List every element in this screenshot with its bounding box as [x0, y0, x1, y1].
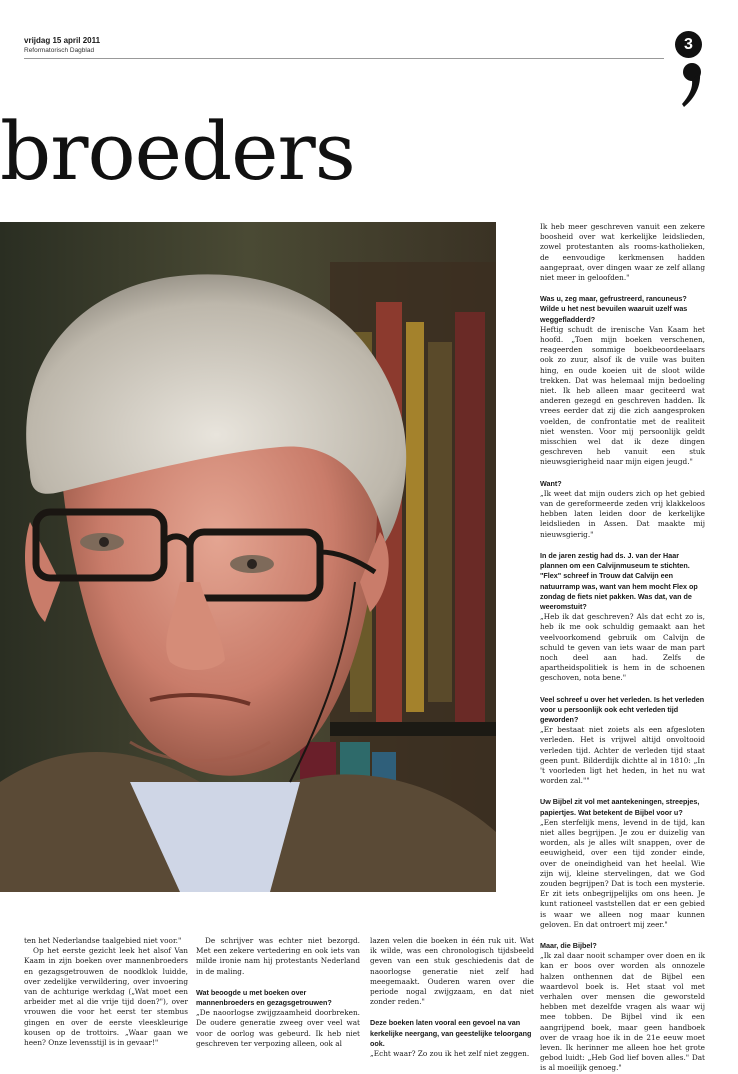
interview-question: Wat beoogde u met boeken over mannenbroeders en gezagsgetrouwen? [196, 987, 332, 1008]
interview-question: Veel schreef u over het verleden. Is het verleden voor u persoonlijk ook echt verleden tijd geworden? [540, 694, 705, 724]
paragraph: Ik heb meer geschreven vanuit een zekere boosheid over wat kerkelijke leidslieden, zowel protestanten als rooms-katholieken, de eenvoudige kerkmensen hadden aangepraat, over dingen waar ze zelf allang niet meer in geloofden." [540, 222, 705, 283]
paragraph: lazen velen die boeken in één ruk uit. Wat ik wilde, was een chronologisch tijdsbeeld geven van een stuk geschiedenis dat de naoorlogse generatie niet zelf had meegemaakt. Ouderen waren over die periode nogal zwijgzaam, en dat niet zonder reden." [370, 936, 534, 1007]
paragraph: Op het eerste gezicht leek het alsof Van Kaam in zijn boeken over mannenbroeders en gezagsgetrouwen de noodklok luidde, over zedelijke verwildering, over invoering van de achturige werkdag („Wat moet een arbeider met al die vrije tijd doen?"), over vrouwen die voor het eerst ter stembus gingen en over de eerste vleeskleurige kousen op de trottoirs. „Waar gaan we heen? Onze levensstijl is in gevaar!" [24, 946, 188, 1048]
interview-answer: „Er bestaat niet zoiets als een afgesloten verleden. Het is vrijwel altijd onvoltooid verleden tijd. Achter de verleden tijd staat geen punt. Bilderdijk dichtte al in 1810: „In 't voorleden ligt het heden, in het nu wat worden zal."" [540, 725, 705, 786]
interview-question: Uw Bijbel zit vol met aantekeningen, streepjes, papiertjes. Wat betekent de Bijbel voor u? [540, 797, 700, 817]
interview-question: In de jaren zestig had ds. J. van der Haar plannen om een Calvijnmuseum te stichten. "Flex" schreef in Trouw dat Calvijn een natuurramp was, want van hem mocht Flex op zondag de fiets niet pakken. Was dat, van de weeromstuit? [540, 550, 698, 611]
interview-answer: „De naoorlogse zwijgzaamheid doorbreken. De oudere generatie zweeg over veel wat voor de oorlog was gebeurd. Ik heb niet geschreven ter verpozing alleen, ook al [196, 1008, 360, 1048]
interview-answer: „Een sterfelijk mens, levend in de tijd, kan niet alles begrijpen. Je zou er duizelig van worden, als je alles wilt snappen, over de eeuwigheid, over een tijd zonder einde, over de oneindigheid van het heelal. Wie zijn wij, kleine stervelingen, dat we God zouden begrijpen? Dat is toch een mysterie. Er zit iets onbegrijpelijks om ons heen. Je kunt rationeel vaststellen dat er een gebied is waar we alleen nog maar kunnen geloven. En dat ontroert mij zeer." [540, 817, 705, 929]
paragraph: ten het Nederlandse taalgebied niet voor." [24, 936, 182, 945]
page-number-badge: 3 [675, 31, 702, 58]
issue-date: vrijdag 15 april 2011 [24, 36, 101, 45]
interview-question: Maar, die Bijbel? [540, 941, 597, 950]
portrait-photo [0, 222, 496, 892]
bottom-column-3 [370, 936, 534, 1059]
interview-question: Want? [540, 478, 562, 488]
headline: broeders [0, 105, 355, 198]
interview-answer: Heftig schudt de irenische Van Kaam het hoofd. „Toen mijn boeken verschenen, reageerden sommige boekbeoordeelaars ook zo zuur, alsof ik de vuile was buiten hing, en oude koeien uit de sloot wilde trekken. Dat was helemaal mijn bedoeling niet. Ik heb alleen maar geciteerd wat anderen gezegd en geschreven hadden. Ik vrees eerder dat zij die zich aangesproken voelden, de confrontatie met de realiteit niet wensten. Voor mij persoonlijk geldt misschien wel dat ik deze dingen geschreven heb vanuit een stuk nieuwsgierigheid naar mijn eigen jeugd." [540, 324, 705, 467]
bottom-column-1 [24, 936, 188, 1048]
newspaper-name: Reformatorisch Dagblad [24, 47, 95, 54]
interview-question: Was u, zeg maar, gefrustreerd, rancuneus? Wilde u het nest bevuilen waaruit uzelf was weggefladderd? [540, 294, 688, 324]
interview-answer: „Echt waar? Zo zou ik het zelf niet zeggen. [370, 1049, 530, 1059]
right-column-text [540, 222, 705, 1074]
interview-answer: „Ik zal daar nooit schamper over doen en ik kan er boos over worden als onnozele halzen onthennen dat de Bijbel een waardevol boek is. Het staat vol met verhalen over mensen die geworsteld hebben met dezelfde vragen als waar wij mee tobben. De Bijbel vind ik een aangrijpend boek, maar geen handboek over de vraag hoe ik in de 21e eeuw moet leven. Ik herinner me alleen hoe het grote gebod luidt: „Heb God lief boven alles." Dat is al moeilijk genoeg." [540, 951, 705, 1073]
interview-question: Deze boeken laten vooral een gevoel na van kerkelijke neergang, van geestelijke teloorgang ook. [370, 1018, 532, 1048]
paragraph: De schrijver was echter niet bezorgd. Met een zekere vertedering en ook iets van milde ironie nam hij protestants Nederland in de maling. [196, 936, 360, 976]
bottom-column-2 [196, 936, 360, 1049]
interview-answer: „Ik weet dat mijn ouders zich op het gebied van de gereformeerde zeden vrij klakkeloos hebben laten leiden door de kerkelijke leidslieden in Assen. Dat maakte mij nieuwsgierig." [540, 488, 705, 539]
interview-answer: „Heb ik dat geschreven? Als dat echt zo is, heb ik me ook schuldig gemaakt aan het veelvoorkomend gebruik om Calvijn de schuld te geven van iets waar de man part noch deel aan had. Zelfs de apartheidspolitiek is hem in de schoenen geschoven, nota bene." [540, 612, 705, 683]
comma-logo-icon [681, 62, 701, 108]
header-rule [24, 58, 664, 59]
